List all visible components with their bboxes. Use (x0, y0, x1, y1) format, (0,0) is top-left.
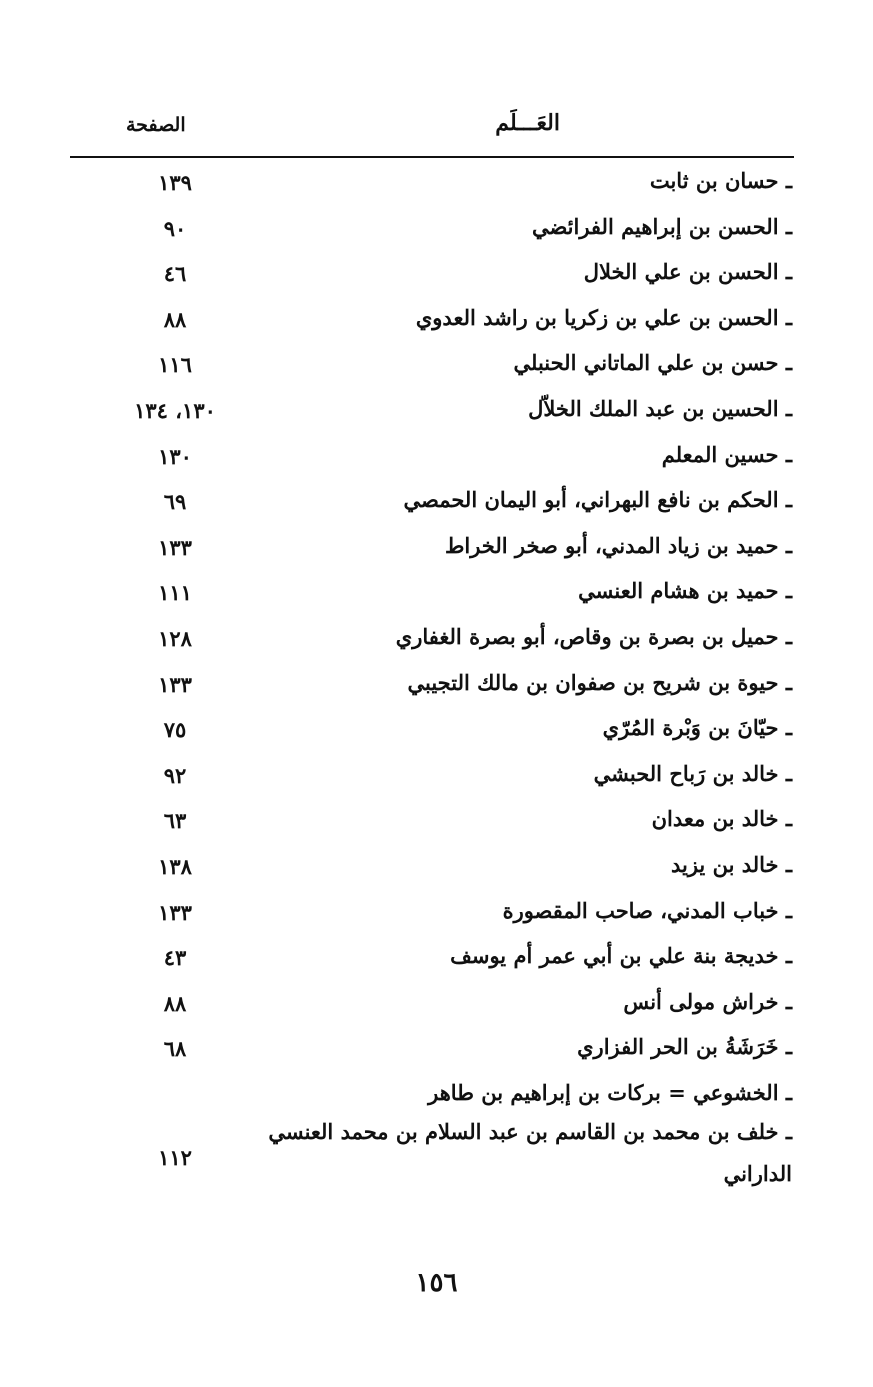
entry-name: ـ الخشوعي = بركات بن إبراهيم بن طاهر (428, 1079, 792, 1105)
entry-pages: ٩٢ (163, 762, 187, 788)
index-entry (70, 206, 792, 252)
entry-pages: ١١٢ (158, 1145, 192, 1171)
entry-pages: ٨٨ (163, 990, 187, 1016)
entry-name: ـ حميد بن زياد المدني، أبو صخر الخراط (444, 532, 792, 558)
entry-name: ـ خديجة بنة علي بن أبي عمر أم يوسف (450, 943, 792, 969)
entry-name: ـ الحكم بن نافع البهراني، أبو اليمان الحمصي (403, 487, 792, 513)
entry-name: ـ خالد بن معدان (651, 806, 792, 832)
page-number: ١٥٦ (415, 1268, 458, 1298)
index-entry (70, 935, 792, 981)
entry-pages: ٦٩ (163, 489, 187, 515)
index-entry (70, 434, 792, 480)
index-entry (70, 297, 792, 343)
index-header (70, 110, 792, 150)
index-entry (70, 707, 792, 753)
entry-name: ـ الحسن بن علي الخلال (583, 259, 792, 285)
index-entry (70, 844, 792, 890)
index-entry (70, 251, 792, 297)
header-divider (70, 156, 794, 158)
entry-name: ـ الحسن بن علي بن زكريا بن راشد العدوي (415, 304, 792, 330)
entry-name: ـ الحسن بن إبراهيم الفرائضي (531, 213, 792, 239)
entry-pages: ٩٠ (163, 215, 187, 241)
entry-pages: ١٣٠ (158, 443, 192, 469)
entry-name: ـ خباب المدني، صاحب المقصورة (502, 897, 792, 923)
entry-pages: ٨٨ (163, 306, 187, 332)
entry-pages: ٤٦ (163, 261, 187, 287)
index-entry (70, 662, 792, 708)
page-column-heading: الصفحة (126, 114, 186, 136)
entry-name: ـ حسين المعلم (661, 441, 792, 467)
index-entry (70, 525, 792, 571)
index-entry (70, 1117, 792, 1213)
entry-pages: ١٣٩ (158, 170, 192, 195)
entry-pages: ١٣٣ (158, 671, 192, 697)
entry-name: ـ الحسين بن عبد الملك الخلاّل (528, 395, 792, 421)
index-entry (70, 570, 792, 616)
entry-pages: ٦٨ (163, 1036, 187, 1062)
index-entry (70, 890, 792, 936)
entry-pages: ٦٣ (163, 808, 187, 834)
index-entry (70, 388, 792, 434)
entry-pages: ١١١ (158, 580, 192, 606)
index-entry (70, 798, 792, 844)
entry-pages: ٧٥ (163, 717, 187, 743)
name-column-heading: العَـــلَم (495, 110, 560, 136)
entry-name: ـ خَرَشَةُ بن الحر الفزاري (577, 1034, 792, 1060)
entry-name: ـ حيوة بن شريح بن صفوان بن مالك التجيبي (407, 669, 792, 695)
entry-pages: ٤٣ (163, 945, 187, 971)
entry-name: ـ خالد بن رَباح الحبشي (593, 760, 792, 786)
entry-name: ـ حميد بن هشام العنسي (578, 578, 792, 604)
index-entry (70, 342, 792, 388)
entry-name: ـ حسن بن علي الماتاني الحنبلي (513, 350, 792, 376)
index-entry (70, 479, 792, 525)
index-entry (70, 1026, 792, 1072)
index-entry (70, 753, 792, 799)
entry-pages: ١١٦ (158, 352, 192, 378)
entry-name: ـ خلف بن محمد بن القاسم بن عبد السلام بن محمد العنسي الداراني (268, 1119, 792, 1187)
index-entry (70, 616, 792, 662)
entry-name: ـ خالد بن يزيد (670, 851, 792, 877)
index-entry (70, 160, 792, 206)
entry-pages: ١٣٣ (158, 899, 192, 925)
entry-name: ـ خراش مولى أنس (623, 988, 792, 1014)
index-entry (70, 981, 792, 1027)
entry-name: ـ حميل بن بصرة بن وقاص، أبو بصرة الغفاري (395, 623, 792, 649)
entry-name: ـ حسان بن ثابت (649, 168, 792, 193)
entry-pages: ١٣٨ (158, 853, 192, 879)
index-entries (70, 160, 792, 1213)
entry-pages: ١٣٣ (158, 534, 192, 560)
entry-pages: ١٢٨ (158, 625, 192, 651)
entry-name: ـ حيّانَ بن وَبْرة المُرّي (602, 715, 792, 741)
entry-pages: ١٣٠، ١٣٤ (134, 397, 216, 423)
